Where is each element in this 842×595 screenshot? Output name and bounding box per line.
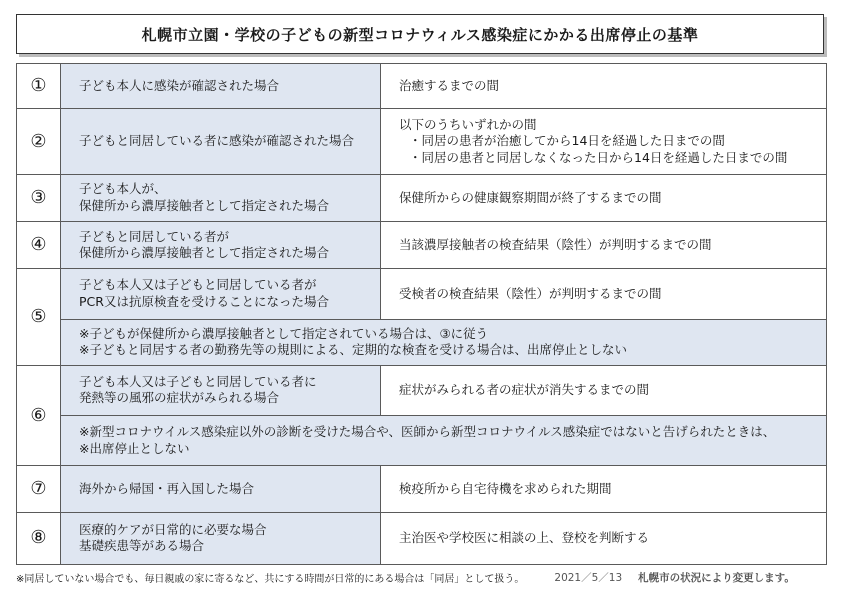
table-row [17, 365, 827, 415]
condition-text: 保健所から濃厚接触者として指定された場合 [79, 197, 330, 213]
condition-text: 保健所から濃厚接触者として指定された場合 [79, 245, 330, 261]
note-cell [61, 416, 827, 466]
result-cell [381, 365, 827, 415]
result-cell [381, 512, 827, 564]
footer-date: 2021／5／13 [554, 571, 623, 584]
result-cell [381, 269, 827, 319]
footer [16, 567, 826, 587]
table-row-note [17, 319, 827, 365]
condition-cell [61, 64, 381, 109]
condition-text: PCR又は抗原検査を受けることになった場合 [79, 293, 329, 309]
result-cell [381, 174, 827, 221]
condition-text: 発熱等の風邪の症状がみられる場合 [79, 390, 280, 406]
table-row [17, 466, 827, 512]
note-text: ※出席停止としない [79, 440, 190, 456]
table-row [17, 512, 827, 564]
result-item: ・同居の患者と同居しなくなった日から14日を経過した日までの間 [409, 149, 788, 165]
result-text: 検疫所から自宅待機を求められた期間 [399, 480, 612, 496]
note-cell [61, 319, 827, 365]
result-text: 症状がみられる者の症状が消失するまでの間 [399, 382, 650, 398]
result-cell [381, 221, 827, 268]
result-text: 主治医や学校医に相談の上、登校を判断する [399, 530, 650, 546]
condition-text: 子ども本人に感染が確認された場合 [79, 77, 280, 93]
row-number: ⑤ [17, 269, 61, 366]
condition-cell [61, 365, 381, 415]
result-text: 保健所からの健康観察期間が終了するまでの間 [399, 189, 662, 205]
row-number: ④ [17, 221, 61, 268]
result-cell [381, 466, 827, 512]
note-text: ※子どもが保健所から濃厚接触者として指定されている場合は、③に従う [79, 325, 489, 341]
condition-cell [61, 466, 381, 512]
condition-text: 海外から帰国・再入国した場合 [79, 480, 255, 496]
result-text: 受検者の検査結果（陰性）が判明するまでの間 [399, 285, 662, 301]
table-row [17, 109, 827, 174]
condition-cell [61, 174, 381, 221]
footer-disclaimer: 札幌市の状況により変更します。 [638, 571, 795, 584]
result-item: ・同居の患者が治癒してから14日を経過した日までの間 [409, 133, 725, 149]
row-number: ⑥ [17, 365, 61, 466]
row-number: ⑦ [17, 466, 61, 512]
criteria-table [16, 63, 827, 565]
table-row-note [17, 416, 827, 466]
condition-text: 子どもと同居している者が [79, 228, 230, 244]
result-text: 治癒するまでの間 [399, 77, 500, 93]
footer-note: ※同居していない場合でも、毎日親戚の家に寄るなど、共にする時間が日常的にある場合は「同居」として扱う。 [16, 573, 525, 585]
note-text: ※子どもと同居する者の勤務先等の規則による、定期的な検査を受ける場合は、出席停止としない [79, 342, 627, 358]
result-text: 当該濃厚接触者の検査結果（陰性）が判明するまでの間 [399, 236, 712, 252]
table-row [17, 64, 827, 109]
row-number: ⑧ [17, 512, 61, 564]
condition-text: 子ども本人又は子どもと同居している者が [79, 277, 317, 293]
table-row [17, 269, 827, 319]
result-cell [381, 109, 827, 174]
page-title: 札幌市立園・学校の子どもの新型コロナウィルス感染症にかかる出席停止の基準 [16, 14, 824, 54]
row-number: ③ [17, 174, 61, 221]
row-number: ① [17, 64, 61, 109]
condition-text: 医療的ケアが日常的に必要な場合 [79, 521, 267, 537]
note-text: ※新型コロナウイルス感染症以外の診断を受けた場合や、医師から新型コロナウイルス感染症ではないと告げられたときは、 [79, 424, 776, 440]
condition-text: 基礎疾患等がある場合 [79, 538, 205, 554]
condition-text: 子ども本人又は子どもと同居している者に [79, 373, 317, 389]
table-row [17, 221, 827, 268]
condition-text: 子ども本人が、 [79, 181, 167, 197]
condition-cell [61, 221, 381, 268]
condition-text: 子どもと同居している者に感染が確認された場合 [79, 133, 355, 149]
result-text: 以下のうちいずれかの間 [399, 116, 537, 132]
condition-cell [61, 109, 381, 174]
condition-cell [61, 512, 381, 564]
table-row [17, 174, 827, 221]
row-number: ② [17, 109, 61, 174]
result-cell [381, 64, 827, 109]
condition-cell [61, 269, 381, 319]
